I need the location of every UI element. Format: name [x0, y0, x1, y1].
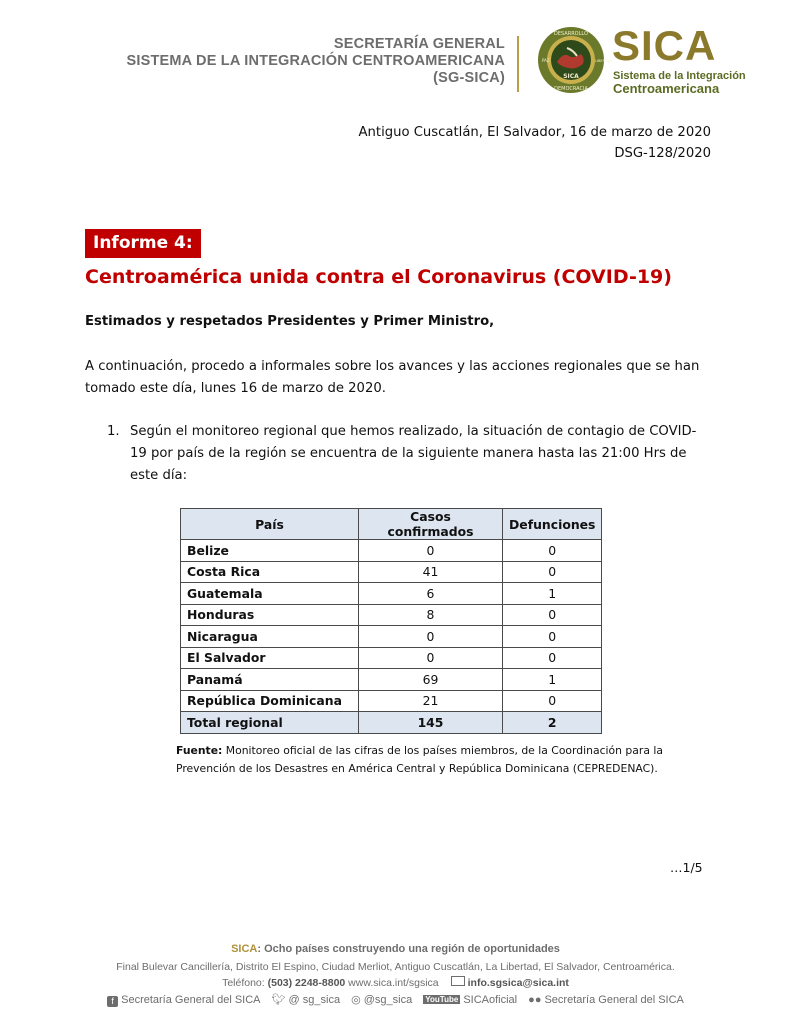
- footer-slogan-brand: SICA: [231, 943, 258, 955]
- country-cell: Belize: [181, 540, 359, 562]
- deaths-cell: 0: [503, 604, 602, 626]
- header-divider: [517, 36, 519, 92]
- list-item-text: Según el monitoreo regional que hemos realizado, la situación de contagio de COVID-19 por país de la región se encuentra de la siguiente manera hasta las 21:00 Hrs de este día:: [130, 424, 697, 483]
- column-header-deaths: Defunciones: [503, 509, 602, 540]
- footer-address: Final Bulevar Cancillería, Distrito El Espino, Ciudad Merliot, Antiguo Cuscatlán, La Libertad, El Salvador, Centroamérica.: [116, 961, 675, 973]
- deaths-cell: 0: [503, 540, 602, 562]
- total-label-cell: Total regional: [181, 712, 359, 734]
- footer-contact: [0, 976, 791, 989]
- mail-icon: [451, 976, 465, 986]
- header-line-2: SISTEMA DE LA INTEGRACIÓN CENTROAMERICANA: [126, 53, 505, 69]
- flickr-link[interactable]: Secretaría General del SICA: [544, 994, 684, 1006]
- instagram-icon: ◎: [351, 994, 361, 1006]
- country-cell: Panamá: [181, 669, 359, 691]
- country-cell: Guatemala: [181, 583, 359, 605]
- total-cases-cell: 145: [359, 712, 503, 734]
- instagram-link[interactable]: @sg_sica: [363, 994, 413, 1006]
- place-date: Antiguo Cuscatlán, El Salvador, 16 de marzo de 2020: [358, 125, 711, 140]
- phone-number: (503) 2248-8800: [267, 977, 346, 989]
- svg-text:DEMOCRACIA: DEMOCRACIA: [554, 86, 588, 92]
- page-number: …1/5: [670, 860, 703, 875]
- phone-label: Teléfono:: [222, 977, 268, 989]
- deaths-cell: 0: [503, 647, 602, 669]
- deaths-cell: 0: [503, 561, 602, 583]
- table-row: [181, 583, 602, 605]
- table-row: [181, 690, 602, 712]
- cases-cell: 0: [359, 540, 503, 562]
- table-total-row: [181, 712, 602, 734]
- facebook-icon: f: [107, 996, 118, 1007]
- youtube-icon: YouTube: [425, 995, 459, 1004]
- email-link[interactable]: info.sgsica@sica.int: [467, 977, 569, 989]
- deaths-cell: 0: [503, 626, 602, 648]
- sica-wordmark: SICA: [612, 22, 717, 69]
- table-row: [181, 647, 602, 669]
- sica-subtitle-1: Sistema de la Integración: [613, 70, 746, 82]
- footer-slogan: [0, 943, 791, 955]
- country-cell: El Salvador: [181, 647, 359, 669]
- country-cell: Costa Rica: [181, 561, 359, 583]
- sica-subtitle-2: Centroamericana: [613, 81, 720, 96]
- cases-cell: 6: [359, 583, 503, 605]
- country-cell: Nicaragua: [181, 626, 359, 648]
- intro-paragraph: A continuación, procedo a informales sobre los avances y las acciones regionales que se han tomado este día, lunes 16 de marzo de 2020.: [85, 359, 700, 396]
- document-reference: DSG-128/2020: [614, 146, 711, 161]
- source-text: Monitoreo oficial de las cifras de los países miembros, de la Coordinación para la Prevención de los Desastres en América Central y República Dominicana (CEPREDENAC).: [176, 744, 663, 775]
- cases-cell: 0: [359, 647, 503, 669]
- cases-cell: 8: [359, 604, 503, 626]
- cases-cell: 41: [359, 561, 503, 583]
- footer-slogan-text: : Ocho países construyendo una región de oportunidades: [257, 943, 560, 955]
- column-header-country: País: [181, 509, 359, 540]
- cases-cell: 0: [359, 626, 503, 648]
- deaths-cell: 1: [503, 669, 602, 691]
- table-row: [181, 604, 602, 626]
- header-line-1: SECRETARÍA GENERAL: [333, 36, 505, 52]
- total-deaths-cell: 2: [503, 712, 602, 734]
- country-cell: República Dominicana: [181, 690, 359, 712]
- report-title: Centroamérica unida contra el Coronavirus (COVID-19): [85, 266, 672, 288]
- footer-social: [0, 993, 791, 1007]
- deaths-cell: 0: [503, 690, 602, 712]
- cases-cell: 69: [359, 669, 503, 691]
- org-header: [127, 36, 506, 87]
- table-row: [181, 540, 602, 562]
- website-link[interactable]: www.sica.int/sgsica: [345, 977, 439, 989]
- svg-text:PAZ: PAZ: [542, 58, 550, 63]
- greeting: Estimados y respetados Presidentes y Primer Ministro,: [85, 314, 495, 329]
- svg-text:DESARROLLO: DESARROLLO: [554, 31, 588, 37]
- covid-cases-table: [180, 508, 602, 734]
- table-row: [181, 626, 602, 648]
- table-source-note: [176, 742, 718, 778]
- list-item-1: [107, 421, 712, 487]
- facebook-link[interactable]: Secretaría General del SICA: [121, 994, 261, 1006]
- place-date-block: [359, 122, 711, 164]
- twitter-icon: 🐦︎: [271, 994, 286, 1006]
- country-cell: Honduras: [181, 604, 359, 626]
- table-row: [181, 669, 602, 691]
- svg-text:SICA: SICA: [563, 73, 579, 80]
- svg-text:LIBERTAD: LIBERTAD: [595, 59, 612, 63]
- cases-cell: 21: [359, 690, 503, 712]
- youtube-link[interactable]: SICAoficial: [463, 994, 518, 1006]
- table-row: [181, 561, 602, 583]
- list-item-number: 1.: [107, 424, 120, 439]
- sica-seal-logo: [537, 26, 612, 94]
- flickr-icon: ●●: [528, 994, 542, 1006]
- table-header-row: [181, 509, 602, 540]
- twitter-link[interactable]: @ sg_sica: [288, 994, 341, 1006]
- report-badge: Informe 4:: [85, 229, 201, 258]
- deaths-cell: 1: [503, 583, 602, 605]
- column-header-cases: Casos confirmados: [359, 509, 503, 540]
- source-label: Fuente:: [176, 744, 223, 757]
- header-line-3: (SG-SICA): [433, 70, 505, 86]
